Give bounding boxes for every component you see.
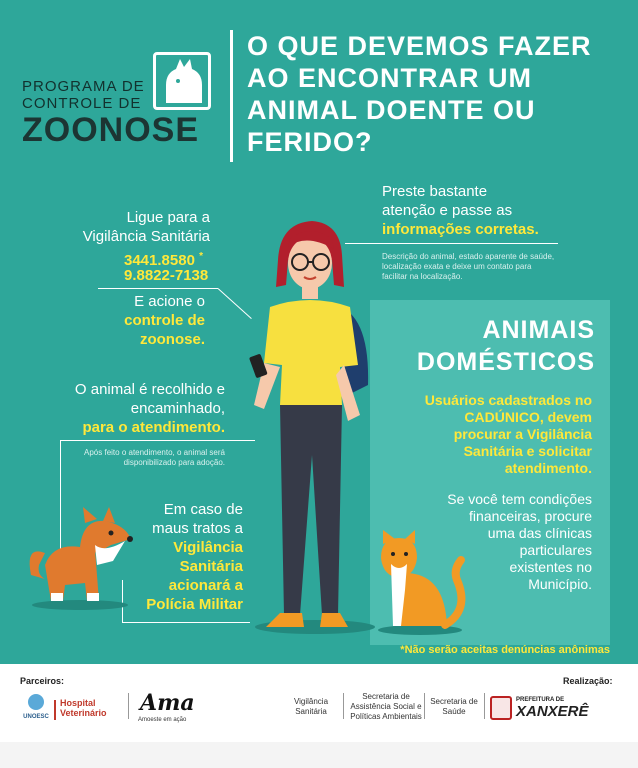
collected-note: Após feito o atendimento, o animal será disponibilizado para adoção.	[84, 448, 225, 467]
headline-line: O QUE DEVEMOS FAZER	[247, 31, 592, 61]
footer-secretaria-social	[345, 692, 427, 722]
footer-sec-line: Assistência Social e	[350, 702, 422, 711]
collected-line: O animal é recolhido e	[74, 381, 225, 398]
panel-highlight-line: Usuários cadastrados no	[424, 392, 592, 408]
activate-highlight: zoonose.	[139, 331, 205, 348]
panel-body-line: Município.	[528, 576, 592, 592]
panel-highlight-line: CADÚNICO, devem	[464, 409, 592, 425]
activate-line: E acione o	[134, 293, 205, 310]
headline-line: ANIMAL DOENTE OU	[247, 95, 536, 125]
bottom-strip	[0, 742, 638, 768]
panel-title-line: ANIMAIS	[482, 316, 595, 344]
woman-illustration	[240, 215, 390, 635]
panel-body-line: Se você tem condições	[447, 491, 592, 507]
logo-line-3: ZOONOSE	[22, 111, 200, 149]
headline	[247, 30, 627, 158]
abuse-highlight: Polícia Militar	[146, 596, 243, 613]
panel-body-line: existentes no	[509, 559, 592, 575]
phone-mark: *	[199, 251, 203, 262]
prefeitura-name: XANXERÊ	[516, 703, 589, 720]
panel-body-line: financeiras, procure	[469, 508, 592, 524]
collected-line: encaminhado,	[130, 400, 225, 417]
ama-sub: Amoeste em ação	[138, 717, 187, 723]
dog-illustration	[25, 505, 135, 610]
panel-highlight-line: Sanitária e solicitar	[463, 443, 592, 459]
footer-separator	[343, 693, 344, 719]
hospital-line: Veterinário	[60, 708, 107, 718]
city-crest-icon	[490, 696, 512, 720]
prefeitura-line: PREFEITURA DE	[516, 697, 565, 703]
footer-sec-line: Saúde	[442, 707, 466, 716]
prefeitura-logo	[516, 697, 589, 720]
panel-title-line: DOMÉSTICOS	[416, 348, 595, 376]
abuse-line: Em caso de	[163, 501, 243, 518]
panel-body-line: uma das clínicas	[487, 525, 592, 541]
phone-number-1: 3441.8580	[124, 252, 195, 269]
footer-vig-line: Sanitária	[295, 707, 327, 716]
activate-text	[70, 292, 205, 349]
logo-line-1: PROGRAMA DE	[22, 78, 145, 95]
connector-line	[122, 622, 250, 623]
collected-highlight: para o atendimento.	[82, 419, 225, 436]
logo-line-2: CONTROLE DE	[22, 95, 142, 112]
footer-sec-line: Políticas Ambientais	[350, 712, 422, 721]
footer-sec-line: Secretaria de	[362, 692, 410, 701]
unoesc-label: UNOESC	[23, 714, 49, 720]
footer-secretaria-saude	[426, 697, 482, 717]
abuse-text	[118, 500, 243, 614]
footer-vigilancia	[282, 697, 340, 717]
unoesc-logo-icon	[28, 694, 44, 710]
panel-title	[385, 314, 595, 378]
pet-silhouette-icon	[153, 52, 211, 110]
headline-line: FERIDO?	[247, 127, 373, 157]
hospital-line: Hospital	[60, 698, 96, 708]
attention-note: Descrição do animal, estado aparente de saúde, localização exata e deixe um contato para facilitar na localização.	[382, 252, 555, 281]
attention-line: atenção e passe as	[382, 202, 513, 219]
panel-highlight-line: procurar a Vigilância	[453, 426, 592, 442]
panel-body-line: particulares	[519, 542, 592, 558]
connector-line	[60, 440, 255, 441]
ama-logo: Ama	[140, 690, 195, 716]
footer-separator	[424, 693, 425, 719]
hospital-logo-bar	[54, 700, 56, 720]
call-line: Vigilância Sanitária	[82, 228, 210, 245]
abuse-highlight: Vigilância	[173, 539, 243, 556]
realization-label: Realização:	[563, 676, 613, 686]
panel-highlight-line: atendimento.	[504, 460, 592, 476]
header-divider	[230, 30, 233, 162]
phone-number-2: 9.8822-7138	[124, 267, 209, 284]
footer-separator	[484, 693, 485, 719]
activate-highlight: controle de	[124, 312, 205, 329]
footer-separator	[128, 693, 129, 719]
panel-body-text	[400, 491, 592, 593]
panel-highlight-text	[392, 392, 592, 477]
hospital-logo	[60, 698, 107, 718]
attention-text	[382, 182, 612, 239]
collected-text	[30, 380, 225, 437]
abuse-highlight: acionará a	[168, 577, 243, 594]
partners-label: Parceiros:	[20, 676, 65, 686]
footer-vig-line: Vigilância	[293, 697, 329, 706]
attention-line: Preste bastante	[382, 183, 488, 200]
attention-highlight: informações corretas.	[382, 221, 539, 238]
call-text	[70, 208, 210, 246]
call-line: Ligue para a	[126, 209, 210, 226]
connector-line	[98, 288, 218, 289]
abuse-highlight: Sanitária	[179, 558, 243, 575]
anonymous-note: *Não serão aceitas denúncias anônimas	[400, 644, 610, 656]
abuse-line: maus tratos a	[152, 520, 243, 537]
footer-sec-line: Secretaria de	[430, 697, 478, 706]
headline-line: AO ENCONTRAR UM	[247, 63, 532, 93]
